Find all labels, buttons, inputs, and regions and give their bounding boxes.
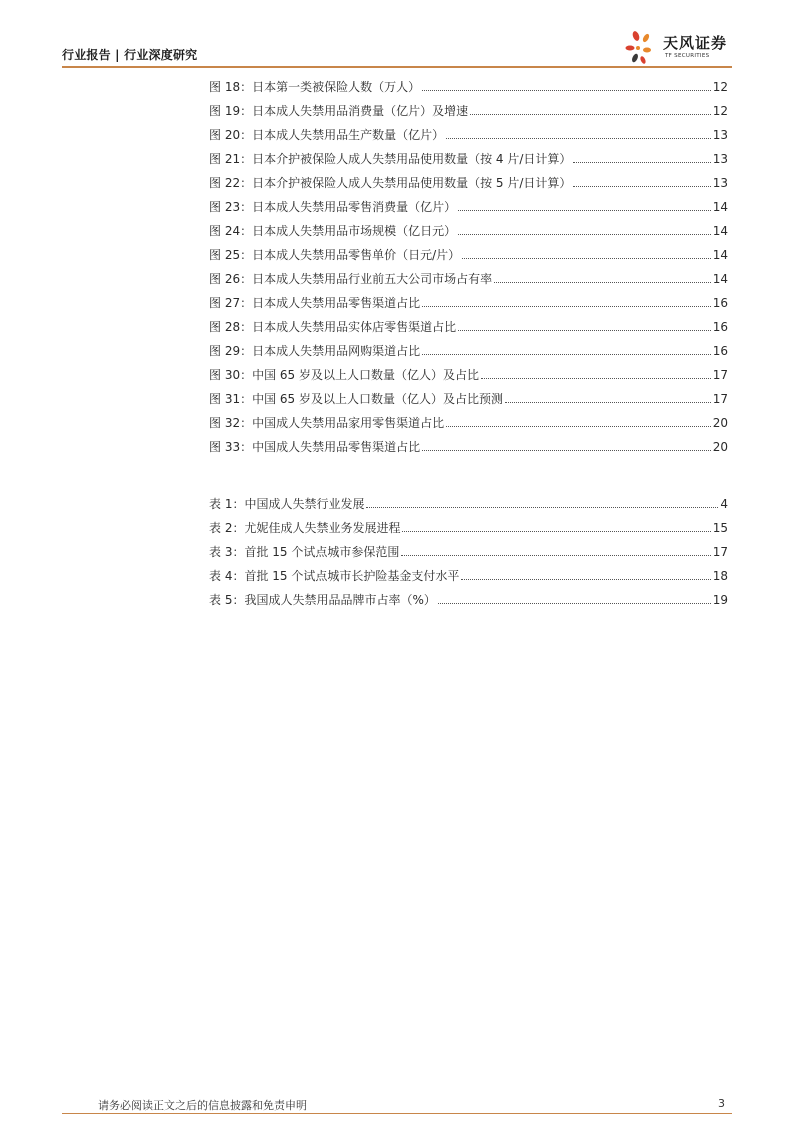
- toc-page-number: 4: [720, 497, 728, 511]
- toc-entry-figure-27[interactable]: [209, 292, 728, 310]
- dot-leader: [438, 603, 711, 604]
- dot-leader: [458, 234, 711, 235]
- dot-leader: [481, 378, 711, 379]
- toc-page-number: 13: [712, 176, 728, 190]
- toc-entry-figure-23[interactable]: [209, 196, 728, 214]
- toc-label: 表 4：首批 15 个试点城市长护险基金支付水平: [209, 569, 460, 583]
- dot-leader: [573, 162, 710, 163]
- dot-leader: [470, 114, 711, 115]
- toc-label: 图 23：日本成人失禁用品零售消费量（亿片）: [209, 200, 457, 214]
- toc-label: 图 20：日本成人失禁用品生产数量（亿片）: [209, 128, 445, 142]
- dot-leader: [573, 186, 710, 187]
- dot-leader: [446, 426, 711, 427]
- toc-label: 图 29：日本成人失禁用品网购渠道占比: [209, 344, 421, 358]
- toc-entry-figure-24[interactable]: [209, 220, 728, 238]
- toc-label: 图 30：中国 65 岁及以上人口数量（亿人）及占比: [209, 368, 479, 382]
- dot-leader: [422, 450, 711, 451]
- toc-label: 图 22：日本介护被保险人成人失禁用品使用数量（按 5 片/日计算）: [209, 176, 572, 190]
- toc-label: 图 33：中国成人失禁用品零售渠道占比: [209, 440, 421, 454]
- toc-label: 图 19：日本成人失禁用品消费量（亿片）及增速: [209, 104, 469, 118]
- header-rule: [62, 66, 732, 68]
- dot-leader: [402, 531, 710, 532]
- toc-page-number: 20: [712, 416, 728, 430]
- toc-entry-figure-32[interactable]: [209, 412, 728, 430]
- dot-leader: [458, 330, 711, 331]
- toc-page-number: 16: [712, 320, 728, 334]
- toc-page-number: 12: [712, 80, 728, 94]
- toc-label: 表 1：中国成人失禁行业发展: [209, 497, 365, 511]
- toc-label: 图 18：日本第一类被保险人数（万人）: [209, 80, 421, 94]
- toc-page-number: 17: [712, 368, 728, 382]
- toc-entry-figure-22[interactable]: [209, 172, 728, 190]
- toc-page-number: 12: [712, 104, 728, 118]
- toc-entry-figure-33[interactable]: [209, 436, 728, 454]
- toc-entry-figure-28[interactable]: [209, 316, 728, 334]
- dot-leader: [458, 210, 711, 211]
- toc-page-number: 13: [712, 152, 728, 166]
- toc-entry-figure-30[interactable]: [209, 364, 728, 382]
- toc-entry-table-3[interactable]: [209, 541, 728, 559]
- toc-page-number: 19: [712, 593, 728, 607]
- logo-wordmark-cn: 天风证券: [663, 34, 728, 52]
- toc-label: 图 27：日本成人失禁用品零售渠道占比: [209, 296, 421, 310]
- footer-disclaimer: 请务必阅读正文之后的信息披露和免责申明: [98, 1099, 307, 1112]
- toc-page-number: 14: [712, 272, 728, 286]
- toc-page-number: 16: [712, 296, 728, 310]
- dot-leader: [461, 579, 710, 580]
- toc-entry-figure-29[interactable]: [209, 340, 728, 358]
- toc-page-number: 15: [712, 521, 728, 535]
- toc-label: 表 3：首批 15 个试点城市参保范围: [209, 545, 400, 559]
- toc-label: 图 28：日本成人失禁用品实体店零售渠道占比: [209, 320, 457, 334]
- footer-rule: [62, 1113, 732, 1114]
- toc-entry-table-5[interactable]: [209, 589, 728, 607]
- toc-page-number: 17: [712, 545, 728, 559]
- toc-page-number: 20: [712, 440, 728, 454]
- dot-leader: [494, 282, 711, 283]
- toc-label: 表 5：我国成人失禁用品品牌市占率（%）: [209, 593, 436, 607]
- toc-page-number: 14: [712, 200, 728, 214]
- toc-page-number: 18: [712, 569, 728, 583]
- toc-entry-figure-26[interactable]: [209, 268, 728, 286]
- toc-page-number: 14: [712, 248, 728, 262]
- toc-label: 图 24：日本成人失禁用品市场规模（亿日元）: [209, 224, 457, 238]
- dot-leader: [446, 138, 711, 139]
- toc-entry-table-2[interactable]: [209, 517, 728, 535]
- dot-leader: [505, 402, 711, 403]
- dot-leader: [422, 90, 711, 91]
- company-logo: [622, 28, 734, 68]
- header-title: 行业报告 | 行业深度研究: [62, 48, 198, 62]
- toc-entry-figure-21[interactable]: [209, 148, 728, 166]
- toc-entry-figure-19[interactable]: [209, 100, 728, 118]
- toc-entry-table-4[interactable]: [209, 565, 728, 583]
- dot-leader: [422, 354, 711, 355]
- toc-entry-figure-18[interactable]: [209, 76, 728, 94]
- toc-page-number: 14: [712, 224, 728, 238]
- toc-entry-figure-31[interactable]: [209, 388, 728, 406]
- logo-petals-icon: [622, 28, 662, 68]
- toc-label: 图 31：中国 65 岁及以上人口数量（亿人）及占比预测: [209, 392, 503, 406]
- dot-leader: [366, 507, 718, 508]
- toc-label: 图 32：中国成人失禁用品家用零售渠道占比: [209, 416, 445, 430]
- logo-wordmark-en: TF SECURITIES: [665, 53, 710, 59]
- toc-label: 图 21：日本介护被保险人成人失禁用品使用数量（按 4 片/日计算）: [209, 152, 572, 166]
- toc-page-number: 17: [712, 392, 728, 406]
- toc-entry-figure-25[interactable]: [209, 244, 728, 262]
- toc-label: 图 25：日本成人失禁用品零售单价（日元/片）: [209, 248, 461, 262]
- dot-leader: [462, 258, 711, 259]
- toc-page-number: 13: [712, 128, 728, 142]
- toc-page-number: 16: [712, 344, 728, 358]
- toc-label: 表 2：尤妮佳成人失禁业务发展进程: [209, 521, 401, 535]
- toc-entry-figure-20[interactable]: [209, 124, 728, 142]
- dot-leader: [401, 555, 710, 556]
- dot-leader: [422, 306, 711, 307]
- toc-entry-table-1[interactable]: [209, 493, 728, 511]
- footer-page-number: 3: [718, 1097, 725, 1110]
- toc-label: 图 26：日本成人失禁用品行业前五大公司市场占有率: [209, 272, 493, 286]
